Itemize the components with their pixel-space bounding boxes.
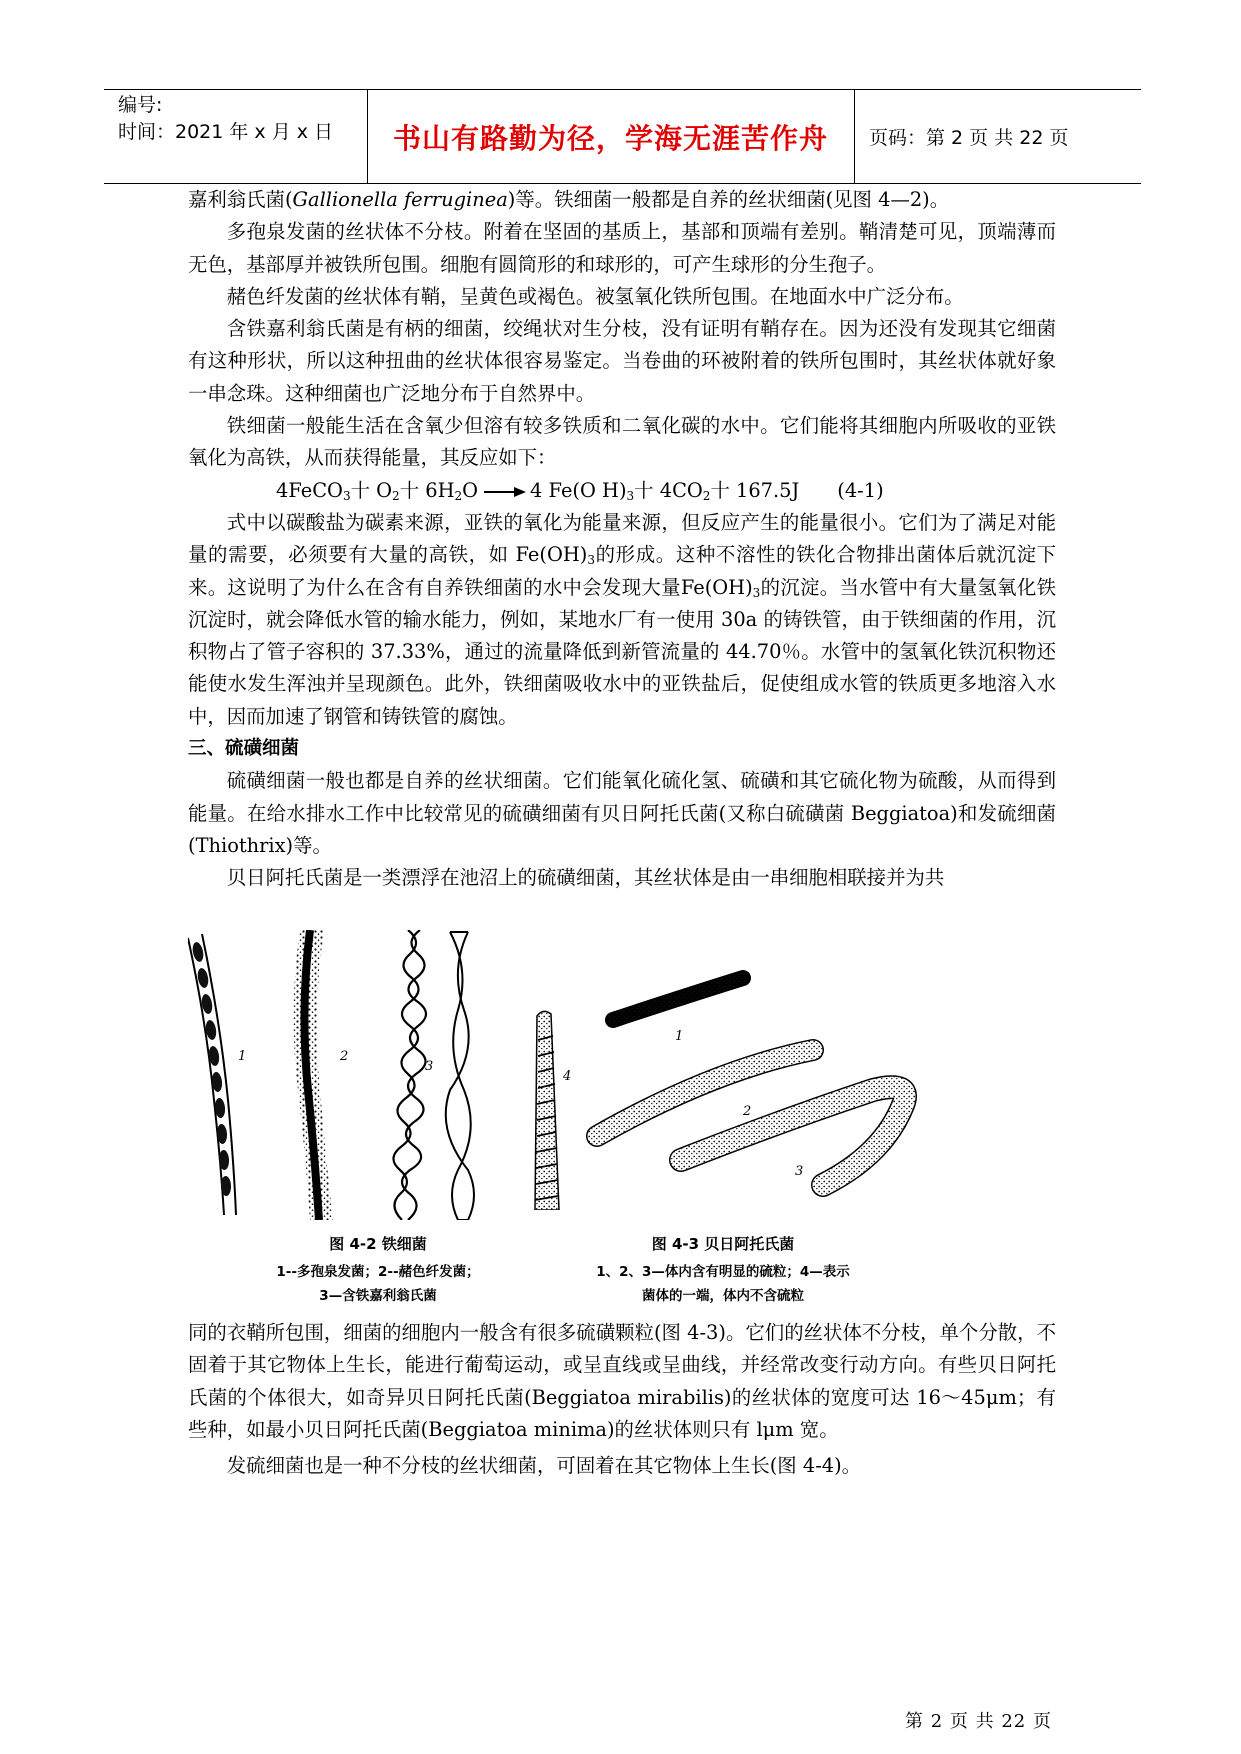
figures-area: [188, 930, 1048, 1330]
paragraph: 硫磺细菌一般也都是自养的丝状细菌。它们能氧化硫化氢、硫磺和其它硫化物为硫酸，从而得到能量。在给水排水工作中比较常见的硫磺细菌有贝日阿托氏菌(又称白硫磺菌 Beggiatoa)和发硫细菌(Thiothrix)等。: [188, 769, 1056, 857]
equation-number: (4-1): [837, 478, 884, 502]
figure-label: 3: [795, 1164, 804, 1179]
header-time-label: 时间：2021 年 x 月 x 日: [118, 121, 334, 143]
figure-label: 1: [675, 1029, 684, 1044]
figure-4-3-caption: [558, 1233, 888, 1308]
section-heading: 三、硫磺细菌: [188, 738, 300, 760]
figure-4-2-caption: [208, 1233, 548, 1308]
paragraph: 式中以碳酸盐为碳素来源，亚铁的氧化为能量来源，但反应产生的能量很小。它们为了满足对能量的需要，必须要有大量的高铁，如 $Fe(OH)_3$的形成。这种不溶性的铁化合物排出菌体后就沉淀下来。这说明了为什么在含有自养铁细菌的水中会发现大量$Fe(OH)_3$的沉淀。当水管中有大量氢氧化铁沉淀时，就会降低水管的输水能力，例如，某地水厂有一使用 30a 的铸铁管，由于铁细菌的作用，沉积物占了管子容积的 37.33%，通过的流量降低到新管流量的 44.70％。水管中的氢氧化铁沉积物还能使水发生浑浊并呈现颜色。此外，铁细菌吸收水中的亚铁盐后，促使组成水管的铁质更多地溶入水中，因而加速了钢管和铸铁管的腐蚀。: [188, 510, 1057, 728]
page-header: [104, 89, 1141, 184]
header-divider: [854, 90, 855, 183]
figure-caption-line: 菌体的一端，体内不含硫粒: [642, 1288, 804, 1304]
paragraph: 多孢泉发菌的丝状体不分枝。附着在坚固的基质上，基部和顶端有差别。鞘清楚可见，顶端薄而无色，基部厚并被铁所包围。细胞有圆筒形的和球形的，可产生球形的分生孢子。: [188, 220, 1056, 276]
figure-caption-title: 图 4-2 铁细菌: [329, 1235, 427, 1253]
paragraph: 发硫细菌也是一种不分枝的丝状细菌，可固着在其它物体上生长(图 4-4)。: [226, 1454, 862, 1478]
figure-label: 1: [238, 1049, 247, 1064]
figure-caption-title: 图 4-3 贝日阿托氏菌: [651, 1235, 795, 1253]
italic-species-name: Gallionella ferruginea: [292, 188, 508, 211]
paragraph: 嘉利翁氏菌(Gallionella ferruginea)等。铁细菌一般都是自养的丝状细菌(见图 4—2)。: [188, 188, 950, 211]
page-footer: 第 2 页 共 22 页: [905, 1711, 1052, 1732]
paragraph: 贝日阿托氏菌是一类漂浮在池沼上的硫磺细菌，其丝状体是由一串细胞相联接并为共: [226, 866, 945, 890]
figure-caption-line: 1--多孢泉发菌；2--赭色纤发菌；: [276, 1264, 480, 1280]
body-text-top: [188, 184, 1056, 895]
reaction-arrow-icon: [482, 487, 526, 497]
chemical-equation: 4FeCO$_3$十 $O_2$十 $6H_2O$ 4 Fe(O $H)_3$十 $4CO_2$十 167.5J (4-1): [276, 478, 884, 503]
paragraph: 铁细菌一般能生活在含氧少但溶有较多铁质和二氧化碳的水中。它们能将其细胞内所吸收的亚铁氧化为高铁，从而获得能量，其反应如下：: [188, 414, 1056, 470]
figure-label: 3: [425, 1059, 434, 1074]
figure-label: 2: [340, 1049, 349, 1064]
header-page-number: 页码：第 2 页 共 22 页: [869, 127, 1069, 149]
body-text-bottom: [188, 1317, 1056, 1482]
figure-caption-line: 3—含铁嘉利翁氏菌: [319, 1288, 437, 1304]
figure-4-3-illustration: [523, 960, 983, 1210]
figure-label: 4: [563, 1069, 572, 1084]
header-code-label: 编号:: [118, 94, 163, 116]
header-motto: 书山有路勤为径，学海无涯苦作舟: [392, 121, 828, 155]
header-info: [118, 92, 333, 146]
figure-4-2-illustration: [188, 930, 548, 1220]
paragraph: 赭色纤发菌的丝状体有鞘，呈黄色或褐色。被氢氧化铁所包围。在地面水中广泛分布。: [226, 284, 964, 308]
paragraph: 同的衣鞘所包围，细菌的细胞内一般含有很多硫磺颗粒(图 4-3)。它们的丝状体不分枝，单个分散，不固着于其它物体上生长，能进行葡萄运动，或呈直线或呈曲线，并经常改变行动方向。有些贝日阿托氏菌的个体很大，如奇异贝日阿托氏菌(Beggiatoa mirabilis)的丝状体的宽度可达 16～45μm；有些种，如最小贝日阿托氏菌(Beggiatoa minima)的丝状体则只有 lμm 宽。: [188, 1321, 1056, 1441]
figure-label: 2: [743, 1104, 752, 1119]
figure-caption-line: 1、2、3—体内含有明显的硫粒；4—表示: [596, 1264, 850, 1280]
paragraph: 含铁嘉利翁氏菌是有柄的细菌，绞绳状对生分枝，没有证明有鞘存在。因为还没有发现其它细菌有这种形状，所以这种扭曲的丝状体很容易鉴定。当卷曲的环被附着的铁所包围时，其丝状体就好象一串念珠。这种细菌也广泛地分布于自然界中。: [188, 317, 1056, 405]
